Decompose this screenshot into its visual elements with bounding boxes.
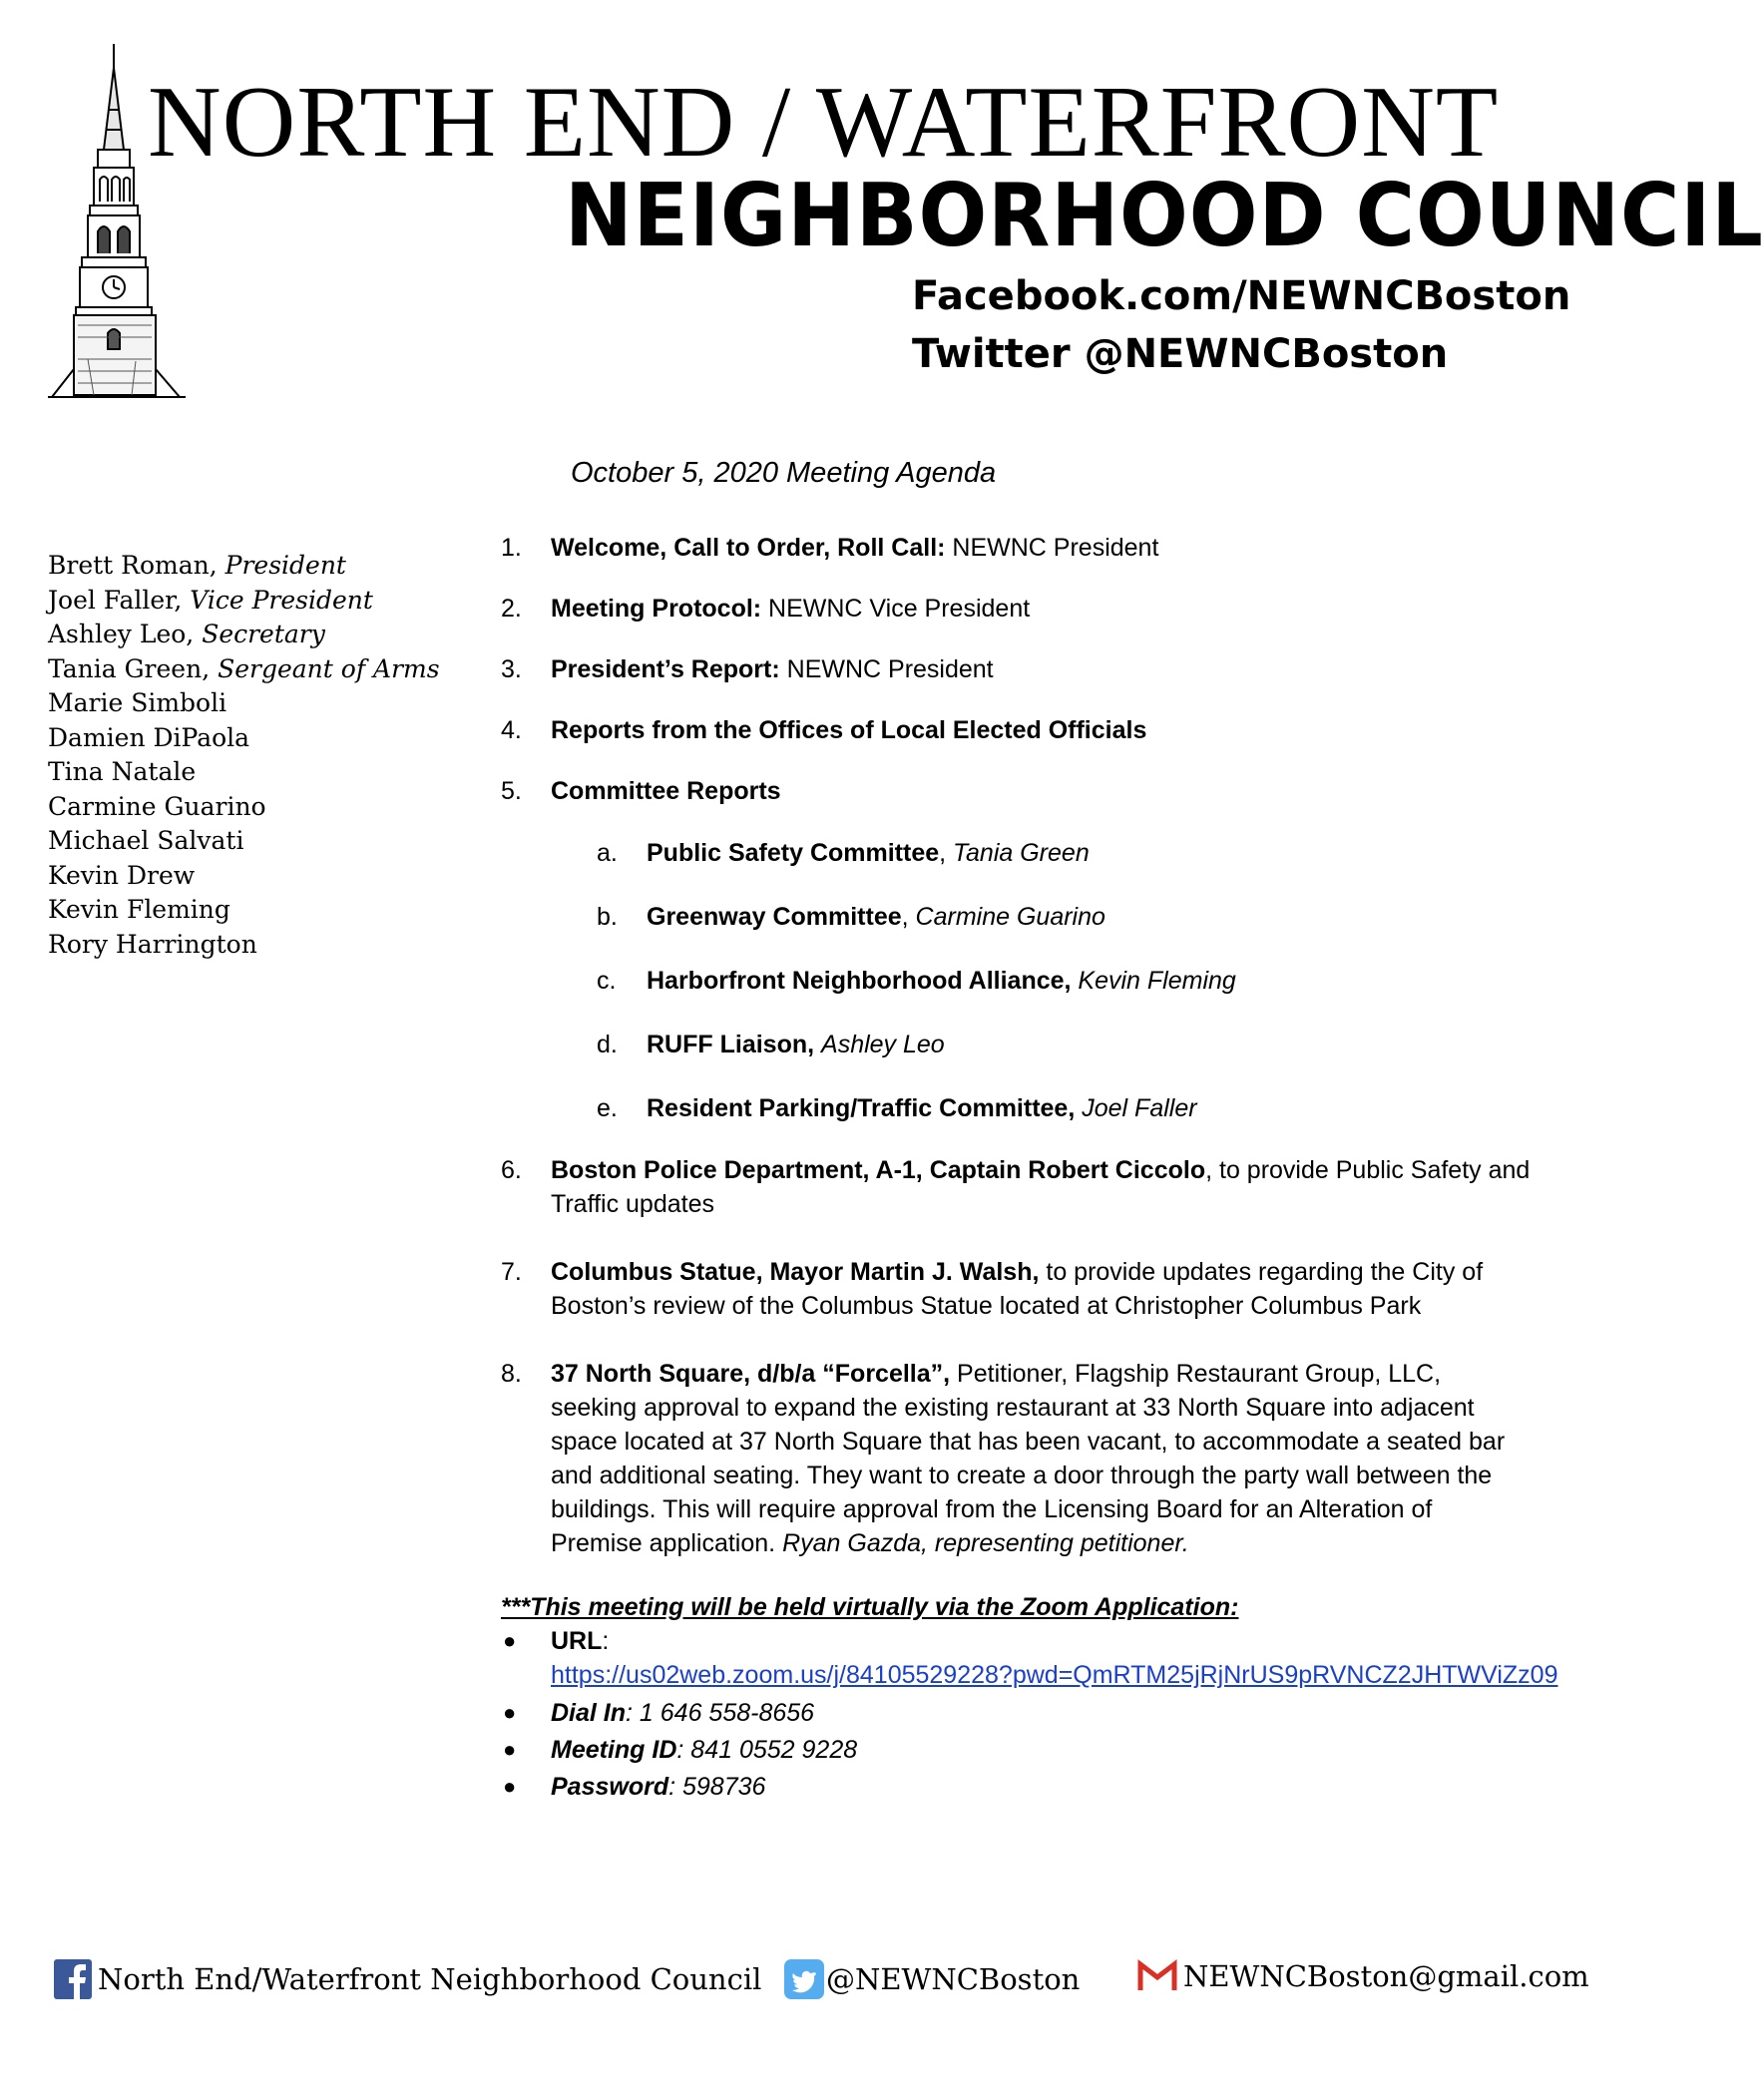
separator xyxy=(814,1031,821,1058)
member-name: Marie Simboli xyxy=(48,688,227,717)
member-name: Carmine Guarino xyxy=(48,791,266,821)
committee-name: RUFF Liaison, xyxy=(647,1031,815,1058)
footer-twitter[interactable] xyxy=(784,1959,1080,1999)
agenda-item-title: Columbus Statue, Mayor Martin J. Walsh, xyxy=(551,1258,1040,1286)
member-role: Vice President xyxy=(190,585,373,615)
committee-name: Greenway Committee xyxy=(647,903,902,931)
member-name: Kevin Drew xyxy=(48,860,196,890)
member-name: Michael Salvati xyxy=(48,826,244,855)
agenda-item xyxy=(501,531,1558,565)
member-name: Joel Faller, xyxy=(48,585,191,615)
agenda-item-title: 37 North Square, d/b/a “Forcella”, xyxy=(551,1360,951,1388)
zoom-dial-item xyxy=(501,1696,1558,1730)
agenda-item-number: 4. xyxy=(501,716,522,744)
committee-report-item xyxy=(501,964,1558,998)
committee-person: Kevin Fleming xyxy=(1078,967,1236,995)
member-item xyxy=(48,686,440,721)
separator: , xyxy=(901,903,916,931)
sub-item-letter: a. xyxy=(597,839,618,867)
agenda-item-presenter: Ryan Gazda, representing petitioner. xyxy=(782,1529,1189,1557)
agenda-item-detail: Petitioner, Flagship Restaurant Group, LLC, seeking approval to expand the existing restaurant at 33 North Square into adjacent space located at 37 North Square that has been vacant, to accommodate a seated bar and additional seating. They want to create a door through the party wall between the buildings. This will require approval from the Licensing Board for an Alteration of Premise application. xyxy=(551,1360,1506,1557)
member-item xyxy=(48,721,440,756)
sub-item-letter: c. xyxy=(597,967,617,995)
agenda-item-title: Committee Reports xyxy=(551,777,781,805)
committee-report-item xyxy=(501,836,1558,870)
agenda-item-detail: NEWNC President xyxy=(779,655,994,683)
gmail-icon xyxy=(1137,1960,1177,1992)
zoom-meeting-link[interactable]: https://us02web.zoom.us/j/84105529228?pwd=QmRTM25jRjNrUS9pRVNCZ2JHTWViZz09 xyxy=(551,1661,1558,1689)
member-item xyxy=(48,859,440,894)
agenda-item-number: 3. xyxy=(501,655,522,683)
agenda-item-title: Meeting Protocol: xyxy=(551,595,762,623)
password-label: Password xyxy=(551,1773,669,1801)
sub-item-letter: e. xyxy=(597,1094,618,1122)
member-item xyxy=(48,893,440,928)
agenda-list xyxy=(501,531,1558,1804)
zoom-info-heading: ***This meeting will be held virtually via the Zoom Application: xyxy=(501,1593,1239,1621)
header-title-line1: NORTH END / WATERFRONT xyxy=(148,66,1500,179)
member-name: Kevin Fleming xyxy=(48,895,230,924)
footer xyxy=(0,1953,1628,2013)
meeting-title: October 5, 2020 Meeting Agenda xyxy=(571,457,997,489)
footer-twitter-text: @NEWNCBoston xyxy=(826,1962,1081,1996)
agenda-item xyxy=(501,774,1558,808)
committee-report-item xyxy=(501,900,1558,934)
member-role: Sergeant of Arms xyxy=(218,653,440,683)
agenda-item-number: 1. xyxy=(501,534,522,562)
twitter-icon xyxy=(784,1959,824,1999)
agenda-item-detail: NEWNC Vice President xyxy=(761,595,1031,623)
separator: , xyxy=(939,839,954,867)
committee-name: Resident Parking/Traffic Committee, xyxy=(647,1094,1076,1122)
sub-item-letter: b. xyxy=(597,903,618,931)
bullet-icon: ● xyxy=(503,1700,517,1725)
bullet-icon: ● xyxy=(503,1737,517,1762)
meeting-id-value: : 841 0552 9228 xyxy=(676,1736,858,1764)
member-role: Secretary xyxy=(202,620,325,648)
member-name: Tina Natale xyxy=(48,757,197,786)
agenda-item-number: 8. xyxy=(501,1360,522,1388)
agenda-item xyxy=(501,592,1558,626)
committee-name: Public Safety Committee xyxy=(647,839,940,867)
separator: : xyxy=(602,1627,610,1655)
member-item xyxy=(48,824,440,859)
facebook-icon xyxy=(54,1959,92,1999)
member-item xyxy=(48,652,440,687)
member-item xyxy=(48,928,440,963)
member-name: Damien DiPaola xyxy=(48,722,250,752)
header-twitter-text: Twitter @NEWNCBoston xyxy=(912,331,1449,377)
password-value: : 598736 xyxy=(668,1773,766,1801)
agenda-item-number: 2. xyxy=(501,595,522,623)
member-item xyxy=(48,790,440,825)
footer-email[interactable] xyxy=(1137,1959,1589,1993)
agenda-item-number: 7. xyxy=(501,1258,522,1286)
member-item xyxy=(48,549,440,584)
agenda-item-title: President’s Report: xyxy=(551,655,780,683)
committee-person: Ashley Leo xyxy=(821,1031,945,1058)
member-name: Tania Green, xyxy=(48,653,219,683)
bullet-icon: ● xyxy=(503,1774,517,1799)
agenda-item xyxy=(501,1255,1558,1323)
header-title-line2: NEIGHBORHOOD COUNCIL xyxy=(565,165,1764,266)
member-name: Brett Roman, xyxy=(48,551,225,580)
agenda-item-detail: to provide updates regarding the City of Boston’s review of the Columbus Statue located at Christopher Columbus Park xyxy=(551,1258,1484,1320)
council-members-list xyxy=(48,549,440,962)
agenda-item-detail: NEWNC President xyxy=(945,534,1159,562)
agenda-item-title: Reports from the Offices of Local Elected Officials xyxy=(551,716,1147,744)
zoom-url-item xyxy=(501,1624,1558,1692)
sub-item-letter: d. xyxy=(597,1031,618,1058)
agenda-item-number: 5. xyxy=(501,777,522,805)
zoom-password-item xyxy=(501,1770,1558,1804)
footer-email-text: NEWNCBoston@gmail.com xyxy=(1183,1959,1589,1993)
agenda-item xyxy=(501,1153,1558,1221)
agenda-item-number: 6. xyxy=(501,1156,522,1184)
footer-facebook-text: North End/Waterfront Neighborhood Council xyxy=(98,1962,762,1996)
member-role: President xyxy=(224,551,346,580)
committee-person: Joel Faller xyxy=(1082,1094,1197,1122)
zoom-meeting-id-item xyxy=(501,1733,1558,1767)
zoom-url-label: URL xyxy=(551,1627,603,1655)
agenda-item xyxy=(501,652,1558,686)
member-name: Ashley Leo, xyxy=(48,620,203,648)
committee-person: Carmine Guarino xyxy=(915,903,1105,931)
dial-in-value: : 1 646 558-8656 xyxy=(626,1699,815,1727)
member-item xyxy=(48,618,440,652)
footer-facebook[interactable] xyxy=(54,1959,761,1999)
committee-person: Tania Green xyxy=(953,839,1090,867)
member-name: Rory Harrington xyxy=(48,929,257,959)
committee-name: Harborfront Neighborhood Alliance, xyxy=(647,967,1072,995)
header-facebook-text: Facebook.com/NEWNCBoston xyxy=(912,273,1571,319)
agenda-item-title: Boston Police Department, A-1, Captain Robert Ciccolo xyxy=(551,1156,1206,1184)
agenda-item-title: Welcome, Call to Order, Roll Call: xyxy=(551,534,946,562)
member-item xyxy=(48,755,440,790)
dial-in-label: Dial In xyxy=(551,1699,627,1727)
agenda-item-detail: , to provide Public Safety and Traffic updates xyxy=(551,1156,1531,1218)
agenda-item xyxy=(501,713,1558,747)
committee-report-item xyxy=(501,1028,1558,1061)
agenda-item xyxy=(501,1357,1558,1560)
meeting-id-label: Meeting ID xyxy=(551,1736,677,1764)
member-item xyxy=(48,584,440,619)
bullet-icon: ● xyxy=(503,1628,517,1653)
committee-report-item xyxy=(501,1091,1558,1125)
